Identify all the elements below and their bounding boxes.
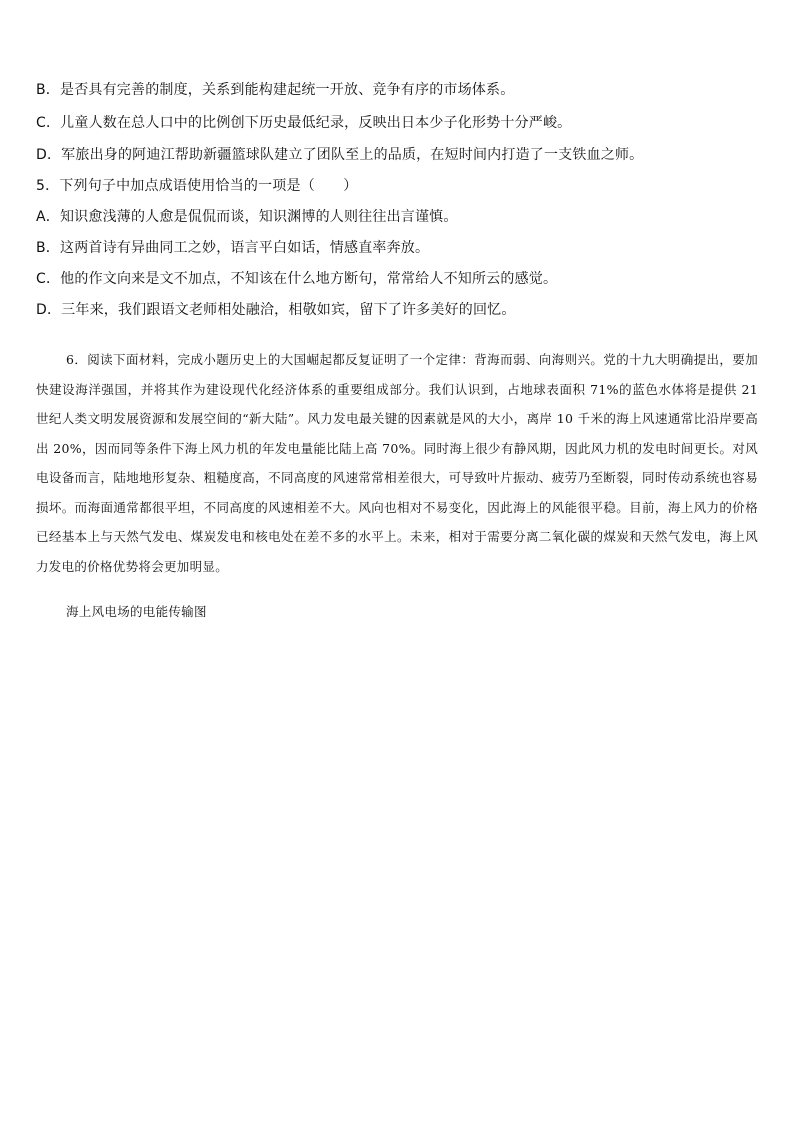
q4-option-d: D．军旅出身的阿迪江帮助新疆篮球队建立了团队至上的品质，在短时间内打造了一支铁血之师。 — [36, 147, 644, 163]
q4-option-c: C．儿童人数在总人口中的比例创下历史最低纪录，反映出日本少子化形势十分严峻。 — [36, 115, 572, 131]
question-5-stem: 5．下列句子中加点成语使用恰当的一项是（ ） — [36, 178, 358, 194]
q4-option-b: B．是否具有完善的制度，关系到能构建起统一开放、竞争有序的市场体系。 — [36, 82, 515, 98]
q5-option-a: A．知识愈浅薄的人愈是侃侃而谈，知识渊博的人则往往出言谨慎。 — [36, 209, 458, 225]
q5-option-b: B．这两首诗有异曲同工之妙，语言平白如话，情感直率奔放。 — [36, 240, 430, 256]
question-6-passage: 6．阅读下面材料，完成小题历史上的大国崛起都反复证明了一个定律：背海而弱、向海则兴。党的十九大明确提出，要加快建设海洋强国，并将其作为建设现代化经济体系的重要组成部分。我们认识到，占地球表面积 71%的蓝色水体将是提供 21 世纪人类文明发展资源和发展空间的“新大陆”。风力发电最关键的因素就是风的大小，离岸 10 千米的海上风速通常比沿岸要高出 20%，因而同等条件下海上风力机的年发电量能比陆上高 70%。同时海上很少有静风期，因此风力机的发电时间更长。对风电设备而言，陆地地形复杂、粗糙度高，不同高度的风速常常相差很大，可导致叶片振动、疲劳乃至断裂，同时传动系统也容易损坏。而海面通常都很平坦，不同高度的风速相差不大。风向也相对不易变化，因此海上的风能很平稳。目前，海上风力的价格已经基本上与天然气发电、煤炭发电和核电处在差不多的水平上。未来，相对于需要分离二氧化碳的煤炭和天然气发电，海上风力发电的价格优势将会更加明显。 — [36, 352, 758, 574]
q5-option-d: D．三年来，我们跟语文老师相处融洽，相敬如宾，留下了许多美好的回忆。 — [36, 302, 516, 318]
q5-option-c: C．他的作文向来是文不加点，不知该在什么地方断句，常常给人不知所云的感觉。 — [36, 271, 558, 287]
figure-caption: 海上风电场的电能传输图 — [66, 604, 207, 619]
